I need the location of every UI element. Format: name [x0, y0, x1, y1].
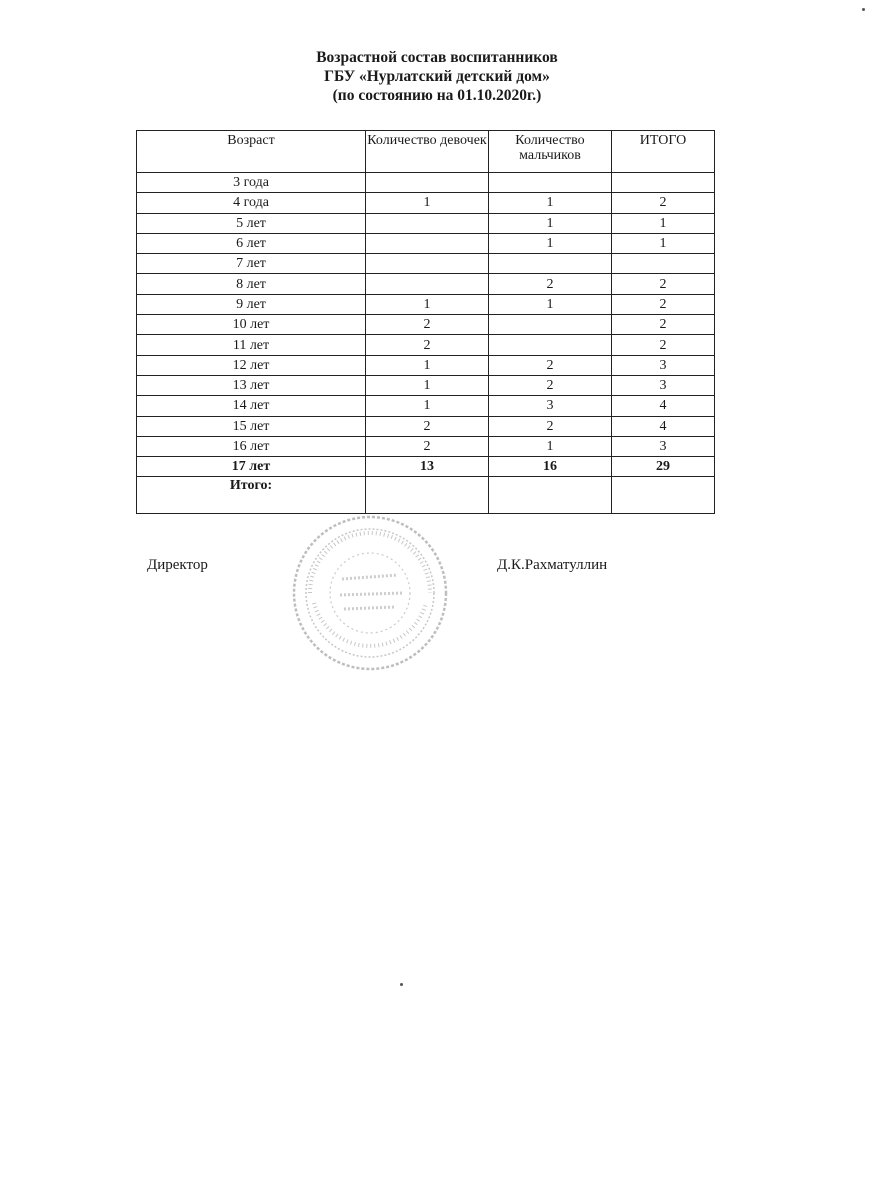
cell-girls: 1 — [366, 193, 489, 213]
cell-girls: 2 — [366, 436, 489, 456]
official-seal-icon — [290, 513, 450, 673]
cell-girls — [366, 254, 489, 274]
table-row — [137, 315, 715, 335]
cell-boys: 2 — [489, 355, 612, 375]
cell-girls — [366, 477, 489, 514]
cell-girls: 1 — [366, 396, 489, 416]
table-row — [137, 254, 715, 274]
table-row — [137, 396, 715, 416]
cell-total: 2 — [612, 193, 715, 213]
cell-total: 2 — [612, 274, 715, 294]
cell-girls: 1 — [366, 375, 489, 395]
table-total-row — [137, 477, 715, 514]
cell-age: 4 года — [137, 193, 366, 213]
cell-age: 6 лет — [137, 233, 366, 253]
cell-total: 4 — [612, 396, 715, 416]
cell-total: 2 — [612, 315, 715, 335]
cell-age: 8 лет — [137, 274, 366, 294]
cell-age: 3 года — [137, 173, 366, 193]
table-row — [137, 355, 715, 375]
cell-age: 5 лет — [137, 213, 366, 233]
table-row — [137, 436, 715, 456]
cell-age: 7 лет — [137, 254, 366, 274]
table-row — [137, 233, 715, 253]
cell-girls — [366, 274, 489, 294]
cell-total: 3 — [612, 375, 715, 395]
table-row — [137, 173, 715, 193]
cell-girls: 2 — [366, 335, 489, 355]
cell-boys: 1 — [489, 436, 612, 456]
header-boys: Количество мальчиков — [489, 131, 612, 173]
cell-girls: 1 — [366, 294, 489, 314]
cell-age: 10 лет — [137, 315, 366, 335]
cell-girls — [366, 233, 489, 253]
cell-total: 1 — [612, 213, 715, 233]
table-row — [137, 274, 715, 294]
scan-speck — [400, 983, 403, 986]
table-row — [137, 416, 715, 436]
cell-total — [612, 477, 715, 514]
cell-total: 2 — [612, 294, 715, 314]
cell-girls: 2 — [366, 416, 489, 436]
cell-age: 12 лет — [137, 355, 366, 375]
cell-total: 4 — [612, 416, 715, 436]
table-row — [137, 193, 715, 213]
document-title — [0, 48, 874, 105]
table-row — [137, 213, 715, 233]
cell-boys — [489, 315, 612, 335]
director-position: Директор — [147, 557, 208, 573]
cell-age: 16 лет — [137, 436, 366, 456]
cell-age: 11 лет — [137, 335, 366, 355]
cell-age: 9 лет — [137, 294, 366, 314]
cell-boys — [489, 335, 612, 355]
cell-boys — [489, 254, 612, 274]
cell-girls — [366, 213, 489, 233]
cell-age: 14 лет — [137, 396, 366, 416]
cell-boys: 2 — [489, 375, 612, 395]
header-age: Возраст — [137, 131, 366, 173]
table-row — [137, 294, 715, 314]
header-girls: Количество девочек — [366, 131, 489, 173]
cell-total: 2 — [612, 335, 715, 355]
cell-boys: 1 — [489, 294, 612, 314]
cell-total: 29 — [612, 457, 715, 477]
table-row — [137, 335, 715, 355]
cell-boys: 1 — [489, 213, 612, 233]
cell-age: 13 лет — [137, 375, 366, 395]
scan-speck — [862, 8, 865, 11]
cell-boys — [489, 173, 612, 193]
title-line-1: Возрастной состав воспитанников — [316, 49, 558, 66]
title-line-2: ГБУ «Нурлатский детский дом» — [324, 68, 550, 85]
table-row — [137, 375, 715, 395]
cell-boys: 1 — [489, 233, 612, 253]
cell-girls — [366, 173, 489, 193]
cell-boys: 1 — [489, 193, 612, 213]
cell-total: 3 — [612, 436, 715, 456]
cell-age: 17 лет — [137, 457, 366, 477]
total-label: Итого: — [137, 477, 366, 514]
director-name: Д.К.Рахматуллин — [497, 557, 608, 573]
header-total: ИТОГО — [612, 131, 715, 173]
table-body — [137, 173, 715, 514]
title-line-3: (по состоянию на 01.10.2020г.) — [332, 87, 542, 104]
cell-boys — [489, 477, 612, 514]
cell-boys: 2 — [489, 416, 612, 436]
cell-total: 1 — [612, 233, 715, 253]
table-row — [137, 457, 715, 477]
cell-girls: 1 — [366, 355, 489, 375]
cell-boys: 2 — [489, 274, 612, 294]
age-composition-table — [136, 130, 715, 514]
cell-total: 3 — [612, 355, 715, 375]
cell-total — [612, 173, 715, 193]
table-header-row — [137, 131, 715, 173]
cell-total — [612, 254, 715, 274]
cell-girls: 2 — [366, 315, 489, 335]
cell-girls: 13 — [366, 457, 489, 477]
cell-boys: 3 — [489, 396, 612, 416]
cell-age: 15 лет — [137, 416, 366, 436]
cell-boys: 16 — [489, 457, 612, 477]
